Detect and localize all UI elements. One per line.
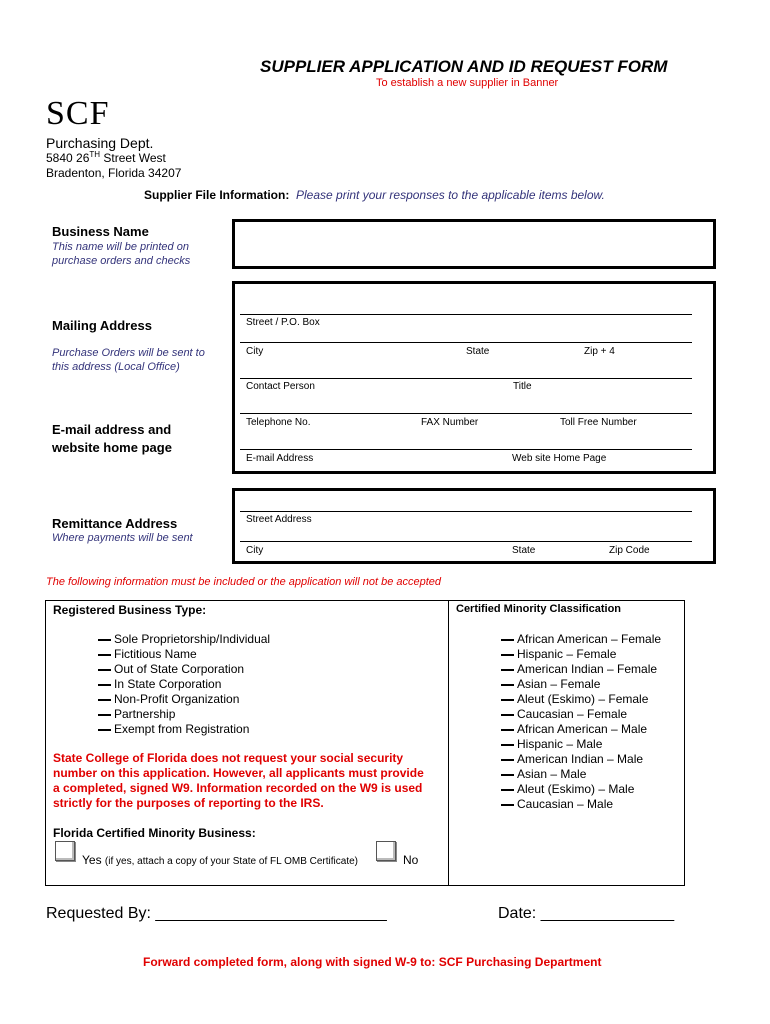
checkbox-dash-icon [501, 774, 514, 776]
state-field-label: State [466, 346, 490, 357]
checkbox-dash-icon [501, 744, 514, 746]
minority-class-option[interactable]: Asian – Female [501, 677, 661, 692]
business-name-hint-2: purchase orders and checks [52, 255, 191, 267]
ssn-notice [53, 751, 424, 811]
checkbox-dash-icon [98, 654, 111, 656]
checkbox-dash-icon [501, 639, 514, 641]
tollfree-field-label: Toll Free Number [560, 417, 637, 428]
checkbox-dash-icon [98, 729, 111, 731]
remittance-label: Remittance Address [52, 516, 178, 531]
business-name-hint-1: This name will be printed on [52, 241, 189, 253]
supplier-file-instruction: Please print your responses to the applicable items below. [296, 188, 605, 202]
mailing-address-label: Mailing Address [52, 318, 152, 333]
remittance-line-1[interactable] [240, 511, 692, 512]
checkbox-dash-icon [501, 759, 514, 761]
street-field-label: Street / P.O. Box [246, 317, 320, 328]
form-subtitle: To establish a new supplier in Banner [376, 77, 559, 89]
ssn-notice-line: a completed, signed W9. Information recorded on the W9 is used [53, 781, 423, 795]
remit-city-label: City [246, 545, 264, 556]
business-type-option[interactable]: Partnership [98, 707, 270, 722]
ssn-notice-line: number on this application. However, all applicants must provide [53, 766, 424, 780]
department-name: Purchasing Dept. [46, 135, 154, 151]
supplier-file-label: Supplier File Information: [144, 188, 290, 202]
business-type-option[interactable]: Sole Proprietorship/Individual [98, 632, 270, 647]
minority-business-heading: Florida Certified Minority Business: [53, 826, 256, 840]
checkbox-dash-icon [501, 804, 514, 806]
checkbox-dash-icon [501, 789, 514, 791]
minority-class-option[interactable]: Caucasian – Female [501, 707, 661, 722]
yes-checkbox[interactable] [55, 841, 75, 861]
email-field-label: E-mail Address [246, 453, 314, 464]
telephone-field-label: Telephone No. [246, 417, 311, 428]
business-type-option[interactable]: Fictitious Name [98, 647, 270, 662]
checkbox-dash-icon [501, 654, 514, 656]
fax-field-label: FAX Number [421, 417, 479, 428]
checkbox-dash-icon [98, 639, 111, 641]
ssn-notice-line: strictly for the purposes of reporting to the IRS. [53, 796, 324, 810]
minority-class-option[interactable]: African American – Male [501, 722, 661, 737]
panel-divider [448, 600, 449, 886]
yes-label: Yes [82, 853, 102, 867]
remittance-hint: Where payments will be sent [52, 532, 193, 544]
city-field-label: City [246, 346, 264, 357]
minority-class-option[interactable]: American Indian – Female [501, 662, 661, 677]
street-suffix: TH [89, 150, 101, 159]
remit-zip-label: Zip Code [609, 545, 650, 556]
supplier-file-info [144, 188, 605, 202]
remit-state-label: State [512, 545, 536, 556]
minority-class-option[interactable]: American Indian – Male [501, 752, 661, 767]
checkbox-dash-icon [501, 669, 514, 671]
no-checkbox[interactable] [376, 841, 396, 861]
city-address: Bradenton, Florida 34207 [46, 166, 182, 180]
mailing-line-5[interactable] [240, 449, 692, 450]
contact-field-label: Contact Person [246, 381, 315, 392]
business-type-heading: Registered Business Type: [53, 603, 207, 617]
minority-class-heading: Certified Minority Classification [456, 603, 622, 615]
minority-class-option[interactable]: Asian – Male [501, 767, 661, 782]
business-type-option[interactable]: Exempt from Registration [98, 722, 270, 737]
zip-field-label: Zip + 4 [584, 346, 615, 357]
mailing-address-hint-1: Purchase Orders will be sent to [52, 347, 205, 359]
business-type-option[interactable]: Non-Profit Organization [98, 692, 270, 707]
no-label: No [403, 853, 419, 867]
date-field[interactable]: Date: _______________ [498, 905, 675, 922]
business-name-box[interactable] [232, 219, 716, 269]
checkbox-dash-icon [501, 699, 514, 701]
required-warning: The following information must be included or the application will not be accepted [46, 576, 442, 588]
minority-class-option[interactable]: African American – Female [501, 632, 661, 647]
mailing-address-hint-2: this address (Local Office) [52, 361, 180, 373]
minority-class-option[interactable]: Aleut (Eskimo) – Female [501, 692, 661, 707]
requested-by-field[interactable]: Requested By: __________________________ [46, 905, 387, 922]
yes-option [82, 853, 358, 867]
street-name: Street West [100, 151, 166, 165]
email-section-label-2: website home page [52, 440, 172, 455]
minority-class-option[interactable]: Aleut (Eskimo) – Male [501, 782, 661, 797]
street-number: 5840 26 [46, 151, 90, 165]
business-type-option[interactable]: Out of State Corporation [98, 662, 270, 677]
mailing-line-4[interactable] [240, 413, 692, 414]
yes-note: (if yes, attach a copy of your State of FL OMB Certificate) [104, 856, 358, 867]
website-field-label: Web site Home Page [512, 453, 607, 464]
business-type-list [98, 632, 270, 737]
mailing-line-1[interactable] [240, 314, 692, 315]
mailing-line-3[interactable] [240, 378, 692, 379]
form-title: SUPPLIER APPLICATION AND ID REQUEST FORM [260, 57, 668, 76]
scf-logo: SCF [46, 95, 110, 132]
remittance-line-2[interactable] [240, 541, 692, 542]
business-name-label: Business Name [52, 224, 149, 239]
minority-class-list [501, 632, 661, 812]
minority-class-option[interactable]: Hispanic – Male [501, 737, 661, 752]
email-section-label-1: E-mail address and [52, 422, 172, 437]
remit-street-label: Street Address [246, 514, 312, 525]
checkbox-dash-icon [501, 684, 514, 686]
minority-class-option[interactable]: Hispanic – Female [501, 647, 661, 662]
minority-class-option[interactable]: Caucasian – Male [501, 797, 661, 812]
mailing-line-2[interactable] [240, 342, 692, 343]
checkbox-dash-icon [98, 699, 111, 701]
title-field-label: Title [513, 381, 532, 392]
checkbox-dash-icon [501, 714, 514, 716]
checkbox-dash-icon [501, 729, 514, 731]
checkbox-dash-icon [98, 714, 111, 716]
forward-instruction: Forward completed form, along with signed W-9 to: SCF Purchasing Department [143, 955, 602, 969]
checkbox-dash-icon [98, 684, 111, 686]
ssn-notice-line: State College of Florida does not request your social security [53, 751, 404, 765]
business-type-option[interactable]: In State Corporation [98, 677, 270, 692]
street-address [46, 151, 166, 165]
checkbox-dash-icon [98, 669, 111, 671]
